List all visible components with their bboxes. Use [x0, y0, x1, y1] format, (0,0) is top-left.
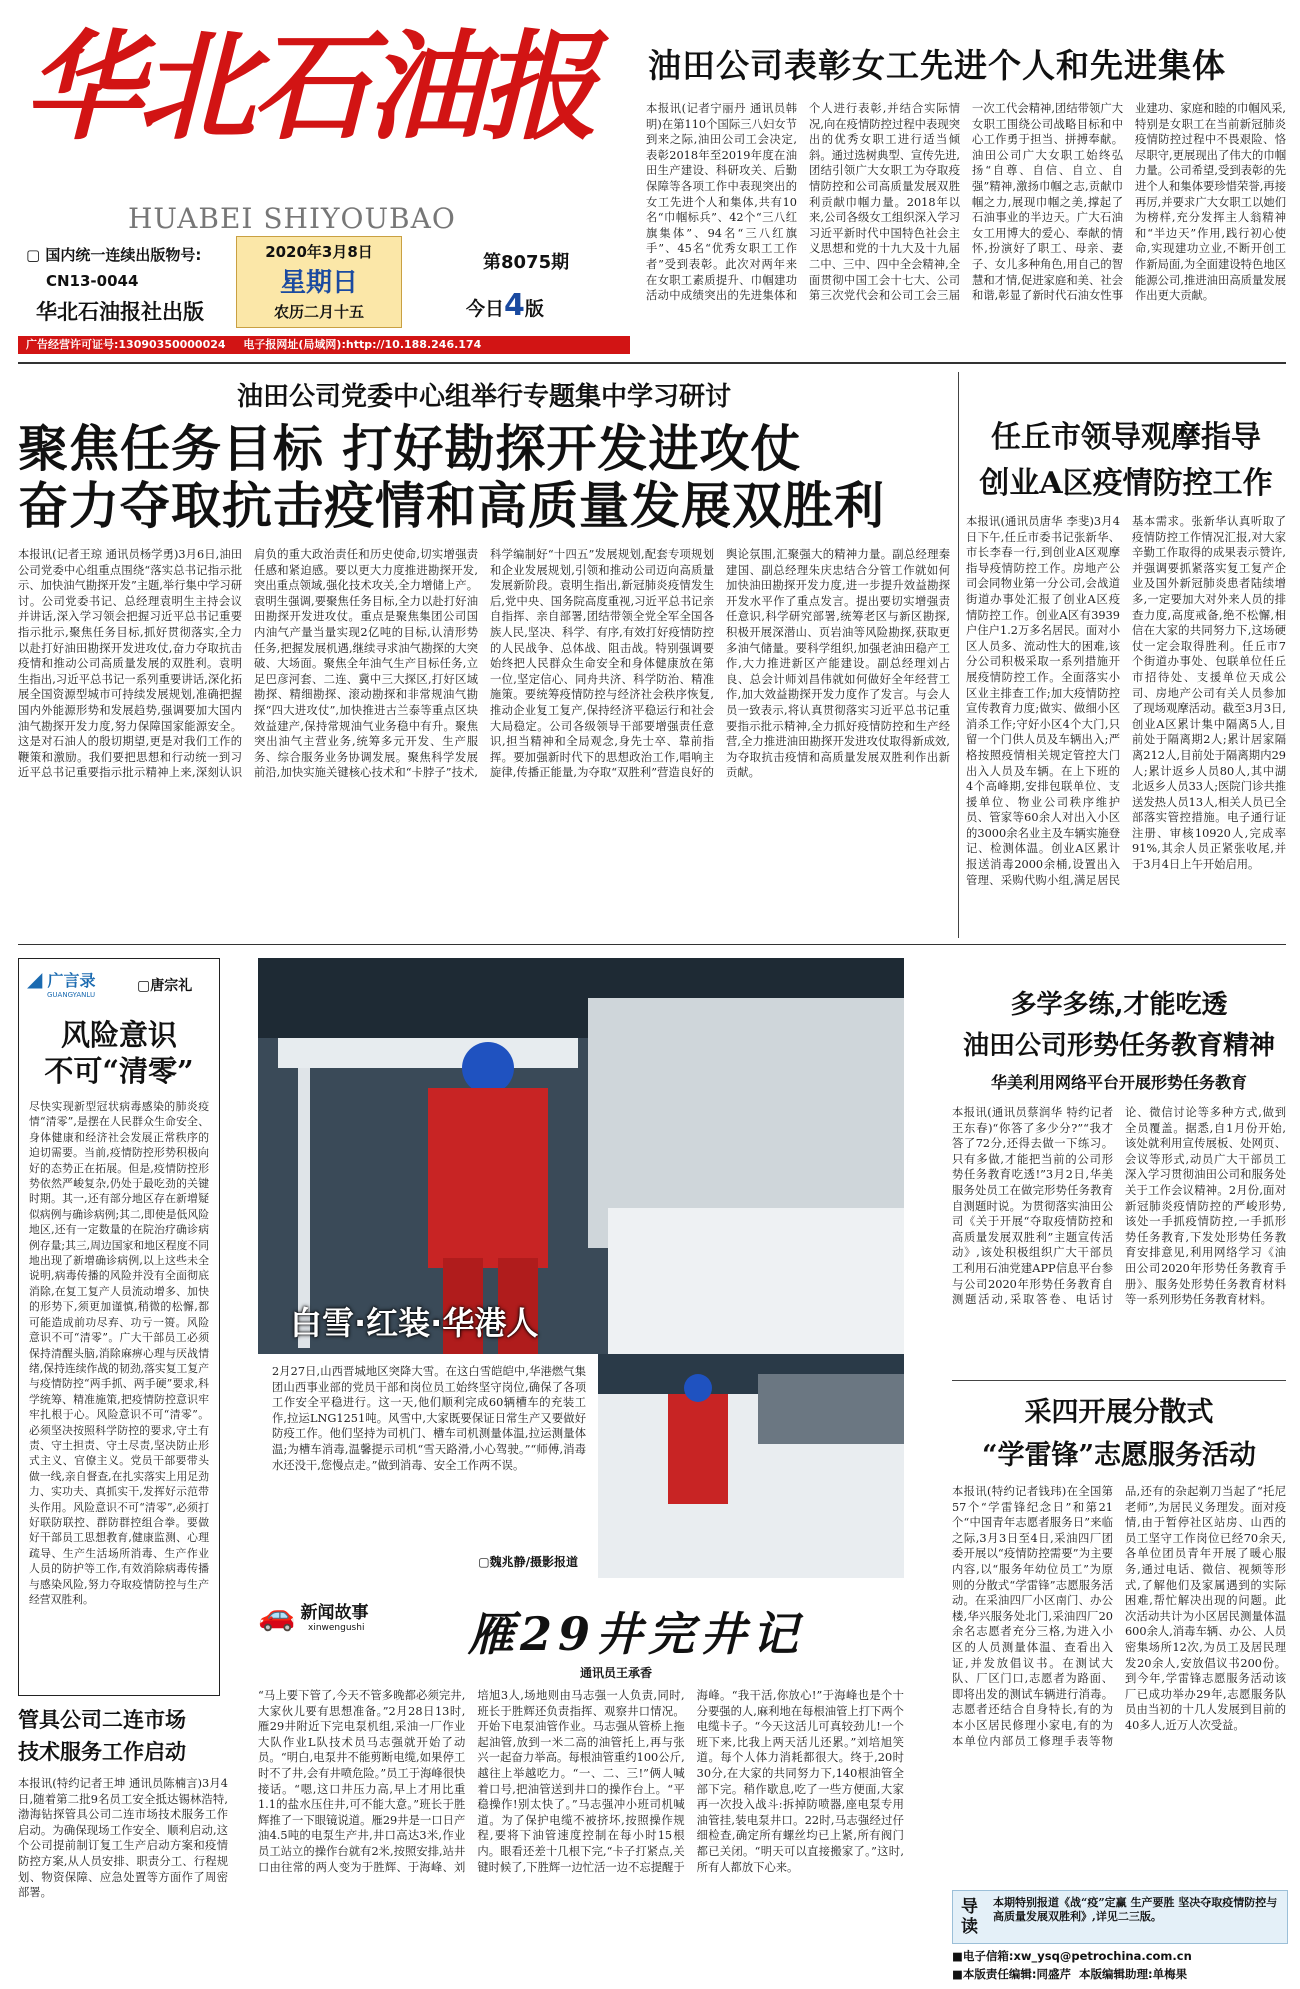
weekday: 星期日: [279, 268, 358, 298]
pipe-title-2: 技术服务工作启动: [18, 1739, 186, 1764]
photo-caption-box: [258, 1354, 592, 1578]
guide-box: [952, 1890, 1288, 1944]
news-story-body: “马上要下管了,今天不管多晚都必须完井,大家伙儿要有思想准备。”2月28日13时,雁29井附近下完电泵机组,采油一厂作业大队作业L队技术员马志强就开始了动员。“明白,电泵井不能剪断电缆,如果停工时不了井,会有井喷危险。”员工于海峰很快接话。“嗯,这口井压力高,早上才用比重1.1的盐水压住井,可不能大意。”班长于胜辉推了一下眼镜说道。雁29井是一口日产油4.5吨的电泵生产井,井口高达3米,作业员工站立的操作台就有2米,按照安排,站井口由往常的两人变为于胜辉、于海峰、刘培旭3人,场地则由马志强一人负责,同时,班长于胜辉还负责指挥、观察井口情况。开始下电泵油管作业。马志强从管桥上拖起油管,放到一米二高的油管托上,再与张兴一起奋力举高。每根油管重约100公斤,越往上举越吃力。“一、二、三!”俩人喊着口号,把油管送到井口的操作台上。“平稳操作!别太快了。”马志强冲小班司机喊道。为了保护电缆不被挤坏,按照操作规程,要将下油管速度控制在每小时15根内。眼看还差十几根下完,“卡子打紧点,关键时候了,下胜辉一边忙活一边不忘提醒于海峰。“我干活,你放心!”于海峰也是个十分要强的人,麻利地在每根油管上打下两个电缆卡子。“今天这活儿可真较劲儿!一个班下来,比我上两天活儿还累。”刘培旭笑道。每个人体力消耗都很大。终于,20时30分,在大家的共同努力下,140根油管全部下完。稍作歇息,吃了一些方便面,大家再一次投入战斗:拆掉防喷器,座电泵专用油管挂,装电泵井口。22时,马志强经过仔细检查,确定所有螺丝均已上紧,所有阀门都已关闭。“明天可以直接搬家了。”这时,所有人都放下心来。: [258, 1689, 904, 1874]
column-box: [18, 958, 220, 1696]
cn-number: CN13-0044: [46, 272, 139, 290]
footer-email: ■电子信箱:xw_ysq@petrochina.com.cn: [952, 1949, 1192, 1963]
masthead-pinyin: HUABEI SHIYOUBAO: [128, 202, 456, 235]
news-story-byline: 通讯员王承香: [580, 1666, 653, 1680]
footer-editors: ■本版责任编辑:同盛芹 本版编辑助理:单梅果: [952, 1967, 1188, 1981]
renqiu-title-1: 任丘市领导观摩指导: [991, 420, 1261, 455]
date-box: [236, 236, 402, 328]
pipe-title-1: 管具公司二连市场: [18, 1707, 186, 1732]
footer: [952, 1948, 1286, 1984]
study-body: 本报讯(通讯员蔡润华 特约记者王东春)“你答了多少分?”“我才答了72分,还得去做一下练习。只有多做,才能把当前的公司形势任务教育吃透!”3月2日,华美服务处员工在做完形势任务教育自测题时说。为贯彻落实油田公司《关于开展“夺取疫情防控和高质量发展双胜利”主题宣传活动》,该处积极组织广大干部员工利用石油党建APP信息平台参与公司2020年形势任务教育自测题活动,采取答卷、电话讨论、微信讨论等多种方式,做到全员覆盖。据悉,自1月份开始,该处就利用宣传展板、处网页、会议等形式,动员广大干部员工深入学习贯彻油田公司和服务处关于工作会议精神。2月份,面对新冠肺炎疫情防控的严峻形势,该处一手抓疫情防控,一手抓形势任务教育,下发处形势任务教育安排意见,利用网络学习《油田公司2020年形势任务教育手册》、服务处形势任务教育材料等一系列形势任务教育材料。: [952, 1106, 1286, 1307]
inset-scene: [598, 1354, 904, 1578]
column-title-2: 不可“清零”: [44, 1054, 194, 1088]
ad-license: 广告经营许可证号:13090350000024: [26, 338, 226, 351]
renqiu-story: [966, 412, 1286, 938]
photo-caption: 2月27日,山西晋城地区突降大雪。在这白雪皑皑中,华港燃气集团山西事业部的党员干部和岗位员工始终坚守岗位,确保了各项工作安全平稳进行。这一天,他们顺利完成60辆槽车的充装工作,拉运LNG1251吨。风雪中,大家既要保证日常生产又要做好防疫工作。他们坚持为司机门、槽车司机测量体温,拉运测量体温;为槽车消毒,温馨提示司机“雪天路滑,小心驾驶。”“师傅,消毒水还没干,您慢点走。”做到消毒、安全工作两不误。: [272, 1365, 586, 1472]
e-site: 电子报网址(局域网):http://10.188.246.174: [243, 338, 482, 351]
square-icon: ▢: [26, 246, 41, 264]
pages-today: 今日4版: [466, 288, 544, 323]
renqiu-title-2: 创业A区疫情防控工作: [979, 466, 1273, 501]
photo-banner: 白雪·红装·华港人: [290, 1304, 539, 1342]
column-author: ▢唐宗礼: [137, 978, 193, 994]
guide-text: 本期特别报道《战“疫”定赢 生产要胜 坚决夺取疫情防控与高质量发展双胜利》,详见二三版。: [993, 1896, 1278, 1923]
top-story: [646, 40, 1286, 352]
pipe-body: 本报讯(特约记者王坤 通讯员陈楠言)3月4日,随着第二批9名员工安全抵达锡林浩特,渤海钻探管具公司二连市场技术服务工作启动。为确保现场工作安全、顺利启动,这个公司提前制订复工生产启动方案和疫情防控方案,从人员安排、职责分工、行程规划、物资保障、应急处置等方面作了周密部署。: [18, 1777, 228, 1900]
publication-info: [18, 232, 630, 342]
renqiu-body: 本报讯(通讯员唐华 李斐)3月4日下午,任丘市委书记张新华、市长李春一行,到创业A区观摩指导疫情防控工作。房地产公司会同物业第一分公司,会战道街道办事处汇报了创业A区疫情防控工作。创业A区有3939户住户1.2万多名居民。面对小区人员多、流动性大的困难,该分公司积极采取一系列措施开展疫情防控工作。全面落实小区业主排查工作;加大疫情防控宣传教育力度;做实、做细小区消杀工作;守好小区4个大门,只留一个门供人员及车辆出入;严格按照疫情相关规定管控大门出入人员及车辆。在上下班的4个高峰期,安排包联单位、支援单位、物业公司秩序维护员、管家等60余人对出入小区的3000余名业主及车辆实施登记、检测体温。创业A区累计报送消毒2000余桶,设置出入管理、采购代购小组,满足居民基本需求。张新华认真听取了疫情防控工作情况汇报,对大家辛勤工作取得的成果表示赞许,并强调要抓紧落实复工复产企业及国外新冠肺炎患者陆续增多,一定要加大对外来人员的排查力度,高度戒备,绝不松懈,相信在大家的共同努力下,这场硬仗一定会取得胜利。任丘市7个街道办事处、包联单位任丘市招待处、支援单位天成公司、房地产公司有关人员参加了现场观摩活动。截至3月3日,创业A区累计集中隔离5人,目前处于隔离期2人;累计居家隔离212人,目前处于隔离期内29人;累计返乡人员80人,其中湖北返乡人员33人;医院门诊共推送发热人员13人,相关人员已全部落实管控措施。电子通行证注册、审核10920人,完成率91%,其余人员正紧张收尾,并于3月4日上午开始启用。: [966, 515, 1286, 887]
masthead-info-bar: [18, 336, 630, 354]
lead-body: 本报讯(记者王琼 通讯员杨学勇)3月6日,油田公司党委中心组重点围绕“落实总书记指示批示、加快油气勘探开发”主题,举行集中学习研讨。公司党委书记、总经理袁明生主持会议并讲话,深入学习领会把握习近平总书记重要指示批示,聚焦任务目标,抓好贯彻落实,全力以赴打好油田勘探开发进攻仗,奋力夺取抗击疫情和推动公司高质量发展的双胜利。袁明生指出,习近平总书记一系列重要讲话,深化拓展全国资源型城市可持续发展规划,准确把握国内外能源形势和发展趋势,强调要加大国内油气勘探开发力度,努力保障国家能源安全。这是对石油人的殷切期望,更是对我们工作的鞭策和激励。我们要把思想和行动统一到习近平总书记重要指示批示精神上来,深刻认识肩负的重大政治责任和历史使命,切实增强责任感和紧迫感。要以更大力度推进勘探开发,突出重点领域,强化技术攻关,全力增储上产。袁明生强调,要聚焦任务目标,全力以赴打好油田勘探开发进攻仗。重点是聚焦集团公司国内油气产量当量实现2亿吨的目标,认清形势任务,把握发展机遇,继续寻求油气勘探的大突破、大场面。聚焦全年油气生产目标任务,立足巴彦河套、二连、冀中三大探区,打好区域勘探、精细勘探、滚动勘探和非常规油气勘探“四大进攻仗”,加快推进古兰泰等重点区块效益建产,保持常规油气业务稳中有升。聚焦突出油气主营业务,统筹多元开发、生产服务、综合服务业务协调发展。聚焦科学发展前沿,加快实施关键核心技术和“卡脖子”技术,科学编制好“十四五”发展规划,配套专项规划和企业发展规划,引领和推动公司迈向高质量发展新阶段。袁明生指出,新冠肺炎疫情发生后,党中央、国务院高度重视,习近平总书记亲自指挥、亲自部署,团结带领全党全军全国各族人民,坚决、科学、有序,有效打好疫情防控的人民战争、总体战、阻击战。特别强调要始终把人民群众生命安全和身体健康放在第一位,坚定信心、同舟共济、科学防治、精准施策。要统筹疫情防控与经济社会秩序恢复,推动企业复工复产,保持经济平稳运行和社会大局稳定。公司各级领导干部要增强责任意识,担当精神和全局观念,身先士卒、靠前指挥。要加强新时代下的思想政治工作,唱响主旋律,传播正能量,为夺取“双胜利”营造良好的舆论氛围,汇聚强大的精神力量。副总经理秦建国、副总经理朱庆忠结合分管工作就如何加快油田勘探开发力度,进一步提升效益勘探开发水平作了重点发言。提出要切实增强责任意识,科学研究部署,统筹老区与新区勘探,积极开展深潜山、页岩油等风险勘探,获取更多油气储量。要科学组织,加强老油田稳产工作,大力推进新区产能建设。副总经理刘占良、总会计师刘昌伟就如何做好全年经营工作,加大效益勘探开发力度作了发言。与会人员一致表示,将认真贯彻落实习近平总书记重要指示批示精神,全力抓好疫情防控和生产经营,全力推进油田勘探开发进攻仗取得新成效,为夺取抗击疫情和高质量发展双胜利作出新贡献。: [18, 548, 950, 780]
car-icon: 🚗: [258, 1598, 296, 1633]
volunteer-title-2: “学雷锋”志愿服务活动: [981, 1440, 1257, 1471]
column-title-1: 风险意识: [60, 1018, 177, 1052]
date: 2020年3月8日: [265, 243, 373, 261]
news-photo: [258, 958, 904, 1354]
volunteer-story: [952, 1390, 1286, 1910]
study-story: [952, 984, 1286, 1374]
news-story-title: 雁29井完井记: [468, 1607, 805, 1661]
news-story-logo: 🚗 新闻故事 xinwengushi: [258, 1598, 369, 1633]
column-body: 尽快实现新型冠状病毒感染的肺炎疫情“清零”,是摆在人民群众生命安全、身体健康和经济社会发展正常秩序的迫切需要。当前,疫情防控形势积极向好的态势正在拓展。但是,疫情防控形势依然严峻复杂,仍处于最吃劲的关键时期。其一,还有部分地区存在新增疑似病例与确诊病例;其二,即使是低风险地区,还有一定数量的在院治疗确诊病例存量;其三,周边国家和地区程度不同地出现了新增确诊病例,以上这些未全说明,病毒传播的风险并没有全面彻底消除,在复工复产人员流动增多、加快的形势下,须更加谨慎,稍微的松懈,都可能造成前功尽弃、功亏一篑。风险意识不可“清零”。广大干部员工必须保持清醒头脑,消除麻痹心理与厌战情绪,保持连续作战的韧劲,落实复工复产与疫情防控“两手抓、两手硬”要求,科学统筹、精准施策,把疫情防控意识牢牢扎根于心。风险意识不可“清零”。必须坚决按照科学防控的要求,守土有责、守土担责、守土尽责,坚决防止形式主义、官僚主义。党员干部要带头做一线,亲自督查,在扎实落实上用足劲力、实功夫、真抓实干,发挥好示范带头作用。风险意识不可“清零”,必须打好联防联控、群防群控组合拳。要做好干部员工思想教育,健康监测、心理疏导、生产生活场所消毒、生产作业人员的防护等工作,有效消除病毒传播与感染风险,努力夺取疫情防控与生产经营双胜利。: [29, 1100, 209, 1606]
lunar: 农历二月十五: [273, 303, 364, 321]
volunteer-body: 本报讯(特约记者钱玮)在全国第57个“学雷锋纪念日”和第21个“中国青年志愿者服务日”来临之际,3月3日至4日,采油四厂团委开展以“疫情防控需要”为主要内容,以“服务年幼位员工”为原则的分散式“学雷锋”志愿服务活动。在采油四厂小区南门、办公楼,华兴服务处北门,采油四厂20余名志愿者充分三格,为进入小区的人员测量体温、查看出入证,并发放倡议书。在测试大队、厂区门口,志愿者为路面、即将出发的测试车辆进行消毒。志愿者还结合自身特长,有的为本小区居民修理小家电,有的为本单位内部员工修理手表等物品,还有的杂起剃刀当起了“托尼老师”,为居民义务理发。面对疫情,由于暂停社区站房、山西的员工坚守工作岗位已经70余天,各单位团员青年开展了暖心服务,通过电话、微信、视频等形式,了解他们及家属遇到的实际困难,帮忙解决出现的问题。此次活动共计为小区居民测量体温600余人,消毒车辆、办公、人员密集场所12次,为员工及居民理发20余人,安放倡议书200份。到今年,学雷锋志愿服务活动该厂已成功举办29年,志愿服务队员由当初的十几人发展到目前的40多人,近万人次受益。: [952, 1485, 1286, 1748]
megaphone-icon: ◢: [27, 967, 43, 991]
lead-title-1: 聚焦任务目标 打好勘探开发进攻仗: [18, 420, 802, 478]
guide-label: 导读: [961, 1897, 978, 1937]
photo-credit: ▢魏兆静/摄影报道: [478, 1555, 578, 1569]
volunteer-title-1: 采四开展分散式: [1024, 1397, 1214, 1428]
publisher: 华北石油报社出版: [36, 299, 204, 324]
top-story-title: 油田公司表彰女工先进个人和先进集体: [648, 46, 1226, 85]
study-title-2: 油田公司形势任务教育精神: [962, 1031, 1275, 1061]
lead-story: [18, 372, 950, 940]
lead-title-2: 奋力夺取抗击疫情和高质量发展双胜利: [18, 477, 885, 535]
masthead-title: 华北石油报: [24, 17, 595, 156]
issue: 第8075期: [483, 252, 570, 273]
top-story-body: 本报讯(记者宁丽丹 通讯员韩明)在第110个国际三八妇女节到来之际,油田公司工会决定,表彰2018年至2019年度在油田生产建设、科研攻关、后勤保障等各项工作中表现突出的女工先进个人和集体,共有10名“巾帼标兵”、42个“三八红旗集体”、94名“三八红旗手”、45名“优秀女职工工作者”受到表彰。此次对两年来在女职工素质提升、巾帼建功活动中成绩突出的先进集体和个人进行表彰,并结合实际情况,向在疫情防控过程中表现突出的优秀女职工进行适当倾斜。通过选树典型、宣传先进,团结引领广大女职工为夺取疫情防控和公司高质量发展双胜利贡献巾帼力量。2018年以来,公司各级女工组织深入学习习近平新时代中国特色社会主义思想和党的十九大及十九届二中、三中、四中全会精神,全面贯彻中国工会十七大、公司第三次党代会和公司工会三届一次工代会精神,团结带领广大女职工围绕公司战略目标和中心工作勇于担当、拼搏奉献。油田公司广大女职工始终弘扬“自尊、自信、自立、自强”精神,激扬巾帼之志,贡献巾帼之力,展现巾帼之美,撑起了石油事业的半边天。广大石油女工用博大的爱心、奉献的情怀,扮演好了职工、母亲、妻子、女儿多种角色,用自己的智慧和才情,促进家庭和美、社会和谐,彰显了新时代石油女性事业建功、家庭和睦的巾帼风采,特别是女职工在当前新冠肺炎疫情防控过程中不畏艰险、恪尽职守,更展现出了伟大的巾帼力量。公司希望,受到表彰的先进个人和集体要珍惜荣誉,再接再厉,并要求广大女职工以她们为榜样,充分发挥主人翁精神和“半边天”作用,践行初心使命,实现建功立业,不断开创工作新局面,为全面建设特色地区能源公司,推进油田高质量发展作出更大贡献。: [646, 102, 1286, 303]
photo-inset: [598, 1354, 904, 1578]
cn-label: 国内统一连续出版物号:: [45, 246, 202, 264]
study-subtitle: 华美利用网络平台开展形势任务教育: [990, 1073, 1247, 1092]
study-title-1: 多学多练,才能吃透: [1010, 990, 1228, 1020]
photo-scene: [258, 958, 904, 1354]
column-logo: ◢ 广言录 GUANGYANLU: [27, 967, 96, 999]
lead-kicker: 油田公司党委中心组举行专题集中学习研讨: [236, 382, 731, 412]
pipe-story: [18, 1704, 228, 1974]
